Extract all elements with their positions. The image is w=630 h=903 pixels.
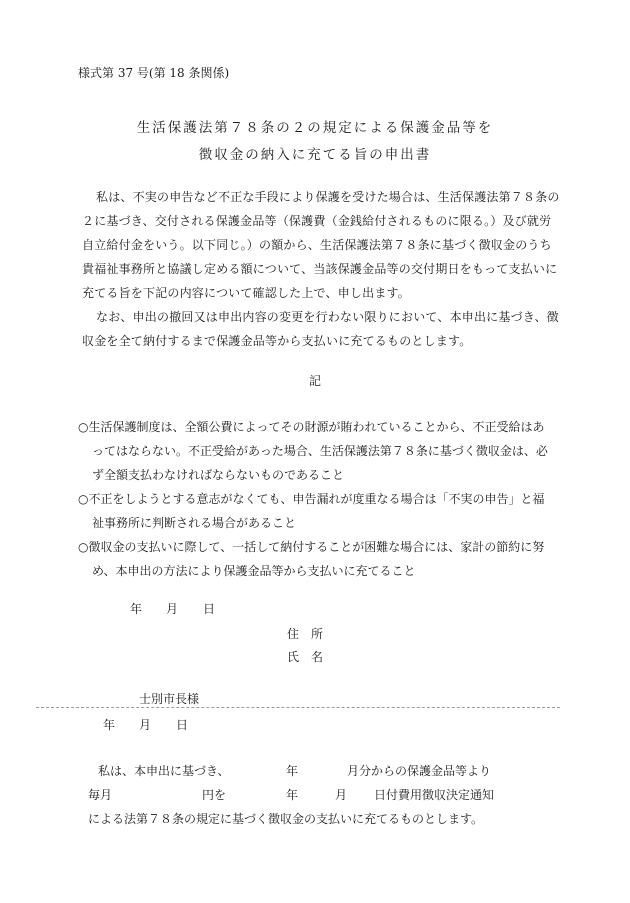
- decision-line-1-c: 月分からの保護金品等より: [347, 764, 492, 778]
- body-line: 収金を全て納付するまで保護金品等から支払いに充てるものとします。: [82, 334, 472, 348]
- body-line: 貴福祉事務所と協議し定める額について、当該保護金品等の交付期日をもって支払いに: [82, 262, 558, 276]
- note-line: ず全額支払わなければならないものであること: [92, 468, 345, 482]
- note-line: ってはならない。不正受給があった場合、生活保護法第７８条に基づく徴収金は、必: [92, 444, 548, 458]
- note-line: 祉事務所に判断される場合があること: [92, 516, 297, 530]
- document-title-line-2: 徴収金の納入に充てる旨の申出書: [198, 147, 432, 163]
- body-line: 私は、不実の申告など不正な手段により保護を受けた場合は、生活保護法第７８条の: [96, 190, 560, 204]
- date-month: 月: [166, 602, 179, 616]
- body-line: ２に基づき、交付される保護金品等（保護費（金銭給付されるものに限る。）及び就労: [82, 214, 552, 228]
- decision-line-2-c: 年: [286, 788, 299, 802]
- body-line: なお、申出の撤回又は申出内容の変更を行わない限りにおいて、本申出に基づき、徴: [96, 310, 559, 324]
- decision-line-2-a: 毎月: [88, 788, 113, 802]
- dashed-divider: [36, 707, 560, 708]
- decision-line-2-d: 月: [335, 788, 348, 802]
- ki-heading: 記: [308, 374, 321, 388]
- note-line: め、本申出の方法により保護金品等から支払いに充てること: [92, 564, 416, 578]
- decision-line-1-a: 私は、本申出に基づき、: [98, 764, 230, 778]
- date-day: 日: [176, 718, 189, 732]
- date-year: 年: [103, 718, 116, 732]
- decision-line-3: による法第７８条の規定に基づく徴収金の支払いに充てるものとします。: [88, 812, 484, 826]
- form-number: 様式第 37 号(第 18 条関係): [78, 66, 230, 80]
- note-line: ○生活保護制度は、全額公費によってその財源が賄われていることから、不正受給はあ: [78, 420, 545, 434]
- decision-line-2-b: 円を: [202, 788, 227, 802]
- body-line: 充てる旨を下記の内容について確認した上で、申し出ます。: [82, 286, 410, 300]
- decision-line-1-b: 年: [286, 764, 299, 778]
- date-year: 年: [130, 602, 143, 616]
- document-title-line-1: 生活保護法第７８条の２の規定による保護金品等を: [136, 120, 494, 136]
- name-label: 氏 名: [287, 650, 324, 664]
- date-day: 日: [203, 602, 216, 616]
- note-line: ○不正をしようとする意志がなくても、申告漏れが度重なる場合は「不実の申告」と福: [78, 492, 545, 506]
- date-month: 月: [139, 718, 152, 732]
- body-line: 自立給付金をいう。以下同じ。）の額から、生活保護法第７８条に基づく徴収金のうち: [82, 238, 552, 252]
- decision-line-2-e: 日付費用徴収決定通知: [374, 788, 495, 802]
- note-line: ○徴収金の支払いに際して、一括して納付することが困難な場合には、家計の節約に努: [78, 540, 545, 554]
- address-label: 住 所: [287, 627, 324, 641]
- addressee: 士別市長様: [139, 692, 200, 706]
